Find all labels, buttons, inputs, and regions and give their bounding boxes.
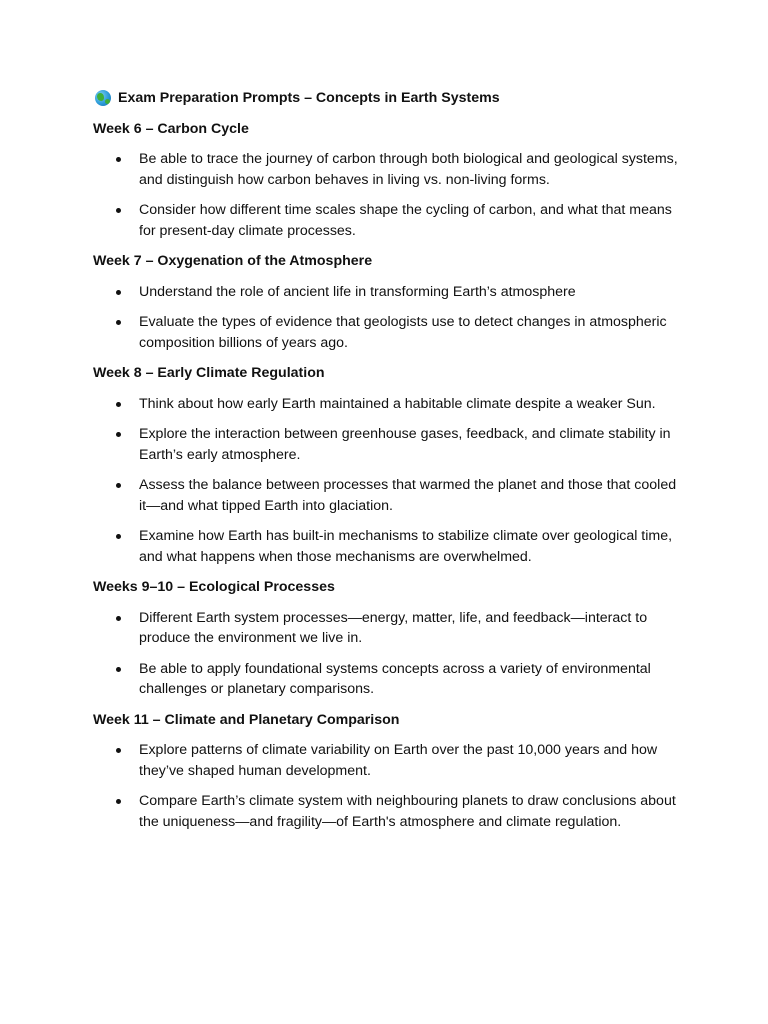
bullet-text: Compare Earth’s climate system with neighbouring planets to draw conclusions about the uniqueness—and fragility—of Earth's atmosphere and climate regulation. (139, 793, 676, 830)
document-title (95, 88, 683, 109)
bullet-list (93, 149, 683, 241)
bullet-dot-icon (116, 290, 121, 295)
bullet-item (93, 394, 683, 415)
bullet-list (93, 608, 683, 700)
bullet-text: Be able to trace the journey of carbon through both biological and geological systems, and distinguish how carbon behaves in living vs. non-living forms. (139, 151, 678, 188)
bullet-text: Consider how different time scales shape the cycling of carbon, and what that means for present-day climate processes. (139, 202, 672, 239)
bullet-dot-icon (116, 157, 121, 162)
bullet-text: Evaluate the types of evidence that geologists use to detect changes in atmospheric composition billions of years ago. (139, 314, 667, 351)
section-heading: Week 11 – Climate and Planetary Comparison (93, 711, 400, 728)
bullet-item (93, 424, 683, 465)
bullet-list (93, 740, 683, 832)
section-heading: Week 6 – Carbon Cycle (93, 120, 249, 137)
sections-container (93, 119, 683, 833)
bullet-item (93, 791, 683, 832)
bullet-text: Be able to apply foundational systems concepts across a variety of environmental challenges or planetary comparisons. (139, 660, 651, 697)
bullet-text: Assess the balance between processes that warmed the planet and those that cooled it—and what tipped Earth into glaciation. (139, 477, 677, 514)
bullet-dot-icon (116, 534, 121, 539)
bullet-text: Understand the role of ancient life in transforming Earth’s atmosphere (139, 283, 576, 300)
document-body (93, 88, 683, 842)
bullet-text: Think about how early Earth maintained a habitable climate despite a weaker Sun. (139, 395, 656, 412)
bullet-text: Explore the interaction between greenhouse gases, feedback, and climate stability in Earth’s early atmosphere. (139, 426, 671, 463)
bullet-dot-icon (116, 667, 121, 672)
bullet-dot-icon (116, 483, 121, 488)
bullet-item (93, 740, 683, 781)
bullet-dot-icon (116, 208, 121, 213)
bullet-text: Different Earth system processes—energy, matter, life, and feedback—interact to produce the environment we live in. (139, 609, 648, 646)
globe-icon (95, 90, 111, 106)
section-heading: Weeks 9–10 – Ecological Processes (93, 579, 335, 595)
bullet-item (93, 312, 683, 353)
bullet-item (93, 200, 683, 241)
section-heading: Week 8 – Early Climate Regulation (93, 365, 325, 381)
bullet-item (93, 608, 683, 649)
bullet-item (93, 282, 683, 303)
section-heading: Week 7 – Oxygenation of the Atmosphere (93, 253, 373, 269)
bullet-text: Explore patterns of climate variability on Earth over the past 10,000 years and how they’ve shaped human development. (139, 742, 658, 779)
bullet-item (93, 475, 683, 516)
bullet-dot-icon (116, 616, 121, 621)
bullet-dot-icon (116, 799, 121, 804)
bullet-list (93, 282, 683, 354)
bullet-item (93, 659, 683, 700)
bullet-dot-icon (116, 320, 121, 325)
bullet-item (93, 526, 683, 567)
bullet-dot-icon (116, 432, 121, 437)
bullet-item (93, 149, 683, 190)
bullet-text: Examine how Earth has built-in mechanisms to stabilize climate over geological time, and what happens when those mechanisms are overwhelmed. (139, 528, 673, 565)
bullet-dot-icon (116, 748, 121, 753)
bullet-list (93, 394, 683, 568)
bullet-dot-icon (116, 402, 121, 407)
document-title-text: Exam Preparation Prompts – Concepts in Earth Systems (118, 90, 500, 106)
